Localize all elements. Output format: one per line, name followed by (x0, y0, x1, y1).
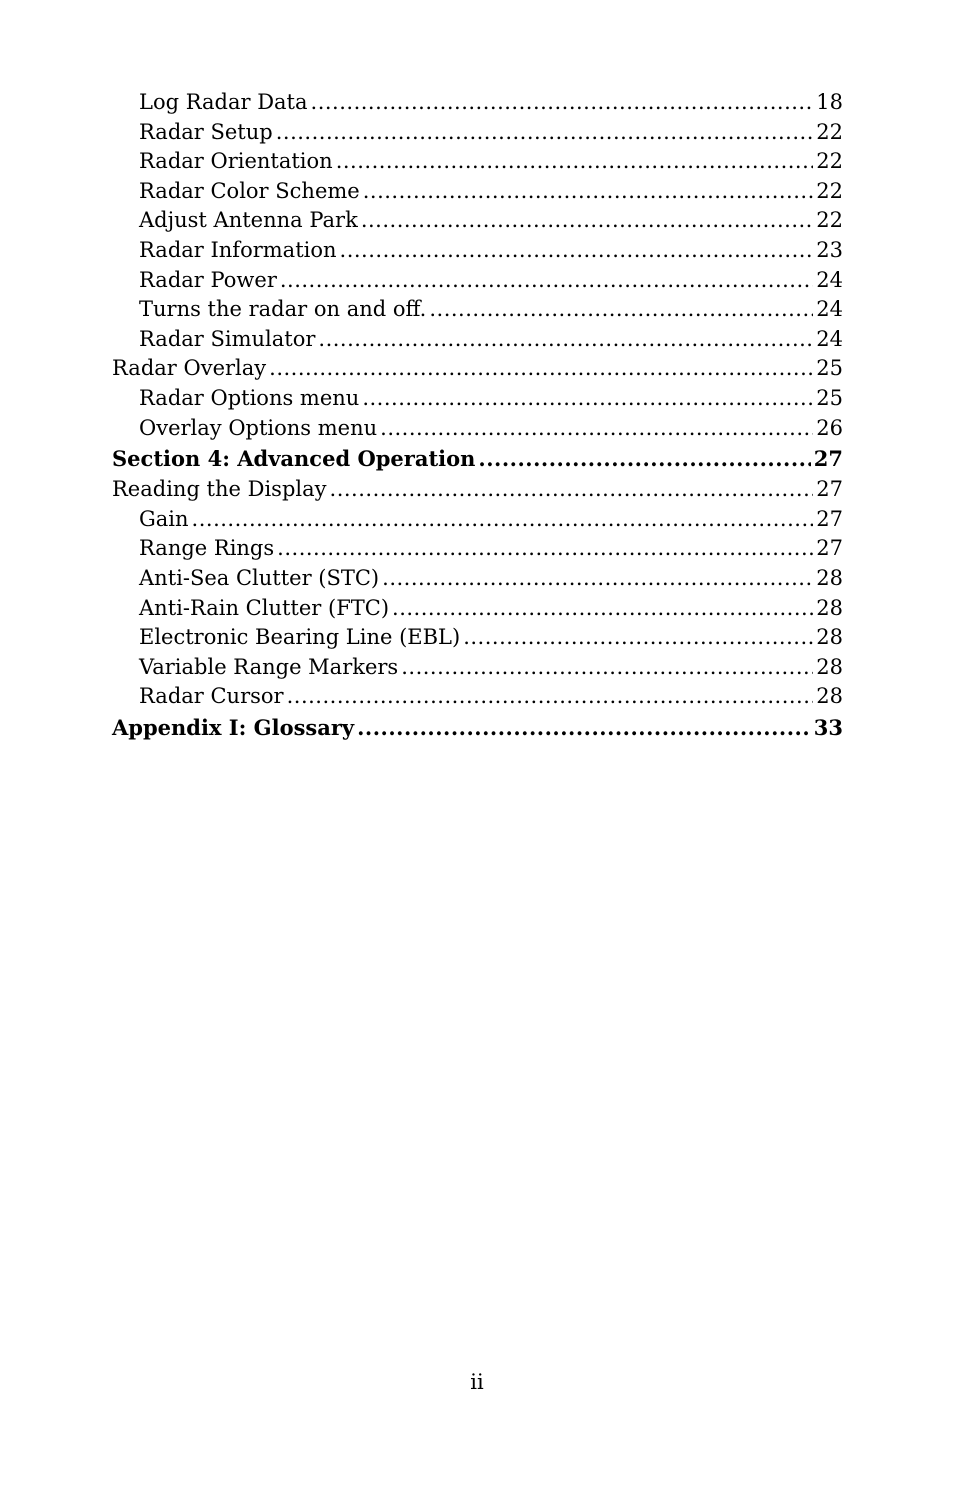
toc-dot-leader (429, 295, 813, 325)
toc-entry-page-number: 26 (816, 415, 843, 440)
toc-dot-leader (192, 505, 814, 535)
toc-dot-leader (280, 266, 813, 296)
toc-entry-page-number: 22 (816, 149, 843, 174)
toc-dot-leader (269, 354, 813, 384)
toc-dot-leader (380, 414, 813, 444)
toc-dot-leader (287, 682, 814, 712)
toc-entry[interactable] (112, 682, 843, 712)
toc-entry-label: Electronic Bearing Line (EBL) (139, 625, 461, 650)
toc-entry-label: Turns the radar on and off. (139, 297, 427, 322)
table-of-contents (112, 88, 843, 744)
toc-entry-page-number: 28 (816, 625, 843, 650)
toc-dot-leader (330, 475, 814, 505)
toc-entry[interactable] (112, 147, 843, 177)
toc-entry[interactable] (112, 177, 843, 207)
toc-entry[interactable] (112, 505, 843, 535)
toc-entry[interactable] (112, 88, 843, 118)
toc-entry[interactable] (112, 206, 843, 236)
toc-entry-page-number: 25 (816, 385, 843, 410)
toc-entry[interactable] (112, 475, 843, 505)
toc-entry-label: Gain (139, 506, 189, 531)
toc-entry-page-number: 27 (813, 446, 843, 472)
toc-entry-page-number: 28 (816, 654, 843, 679)
toc-entry-label: Section 4: Advanced Operation (112, 446, 476, 472)
toc-dot-leader (336, 147, 814, 177)
toc-entry-page-number: 28 (816, 684, 843, 709)
toc-dot-leader (361, 206, 813, 236)
toc-entry-label: Reading the Display (112, 477, 327, 502)
toc-entry-page-number: 28 (816, 565, 843, 590)
toc-entry-page-number: 24 (816, 267, 843, 292)
toc-entry-label: Range Rings (139, 536, 275, 561)
toc-entry-label: Anti-Sea Clutter (STC) (139, 565, 380, 590)
toc-entry[interactable] (112, 594, 843, 624)
toc-entry[interactable] (112, 236, 843, 266)
toc-dot-leader (463, 623, 813, 653)
toc-entry-label: Appendix I: Glossary (112, 714, 355, 740)
toc-entry-page-number: 28 (816, 595, 843, 620)
toc-entry-page-number: 22 (816, 208, 843, 233)
toc-dot-leader (392, 594, 813, 624)
toc-entry-label: Radar Simulator (139, 326, 316, 351)
toc-entry-page-number: 27 (816, 506, 843, 531)
toc-entry-page-number: 24 (816, 326, 843, 351)
toc-entry-page-number: 22 (816, 178, 843, 203)
toc-entry-label: Adjust Antenna Park (139, 208, 358, 233)
toc-dot-leader (382, 564, 813, 594)
toc-entry-label: Radar Information (139, 237, 337, 262)
toc-entry[interactable] (112, 534, 843, 564)
toc-dot-leader (276, 118, 814, 148)
toc-entry[interactable] (112, 384, 843, 414)
toc-entry-page-number: 27 (816, 477, 843, 502)
toc-entry-label: Radar Overlay (112, 356, 267, 381)
toc-dot-leader (311, 88, 814, 118)
toc-dot-leader (362, 384, 813, 414)
toc-dot-leader (478, 443, 810, 475)
toc-entry-page-number: 24 (816, 297, 843, 322)
toc-entry-label: Anti-Rain Clutter (FTC) (139, 595, 390, 620)
toc-entry-label: Radar Orientation (139, 149, 333, 174)
page-number: ii (470, 1370, 484, 1394)
toc-entry-page-number: 18 (816, 90, 843, 114)
toc-entry[interactable] (112, 564, 843, 594)
toc-entry[interactable] (112, 414, 843, 444)
toc-entry[interactable] (112, 623, 843, 653)
toc-entry[interactable] (112, 443, 843, 475)
toc-dot-leader (318, 325, 813, 355)
toc-dot-leader (340, 236, 814, 266)
toc-entry-page-number: 25 (816, 356, 843, 381)
toc-entry-label: Radar Power (139, 267, 277, 292)
toc-entry-page-number: 33 (813, 714, 843, 740)
toc-entry-page-number: 23 (816, 237, 843, 262)
toc-entry[interactable] (112, 712, 843, 744)
toc-entry[interactable] (112, 118, 843, 148)
toc-entry-page-number: 27 (816, 536, 843, 561)
toc-entry-label: Variable Range Markers (139, 654, 399, 679)
toc-entry-label: Radar Options menu (139, 385, 360, 410)
toc-entry-label: Radar Color Scheme (139, 178, 360, 203)
toc-entry[interactable] (112, 653, 843, 683)
toc-entry[interactable] (112, 354, 843, 384)
toc-entry-label: Radar Cursor (139, 684, 284, 709)
toc-dot-leader (277, 534, 813, 564)
toc-entry-page-number: 22 (816, 119, 843, 144)
toc-entry[interactable] (112, 325, 843, 355)
toc-entry-label: Radar Setup (139, 119, 273, 144)
toc-dot-leader (401, 653, 813, 683)
toc-dot-leader (357, 712, 811, 744)
toc-entry-label: Overlay Options menu (139, 415, 378, 440)
toc-entry[interactable] (112, 295, 843, 325)
toc-entry[interactable] (112, 266, 843, 296)
toc-dot-leader (363, 177, 814, 207)
toc-entry-label: Log Radar Data (139, 90, 308, 114)
